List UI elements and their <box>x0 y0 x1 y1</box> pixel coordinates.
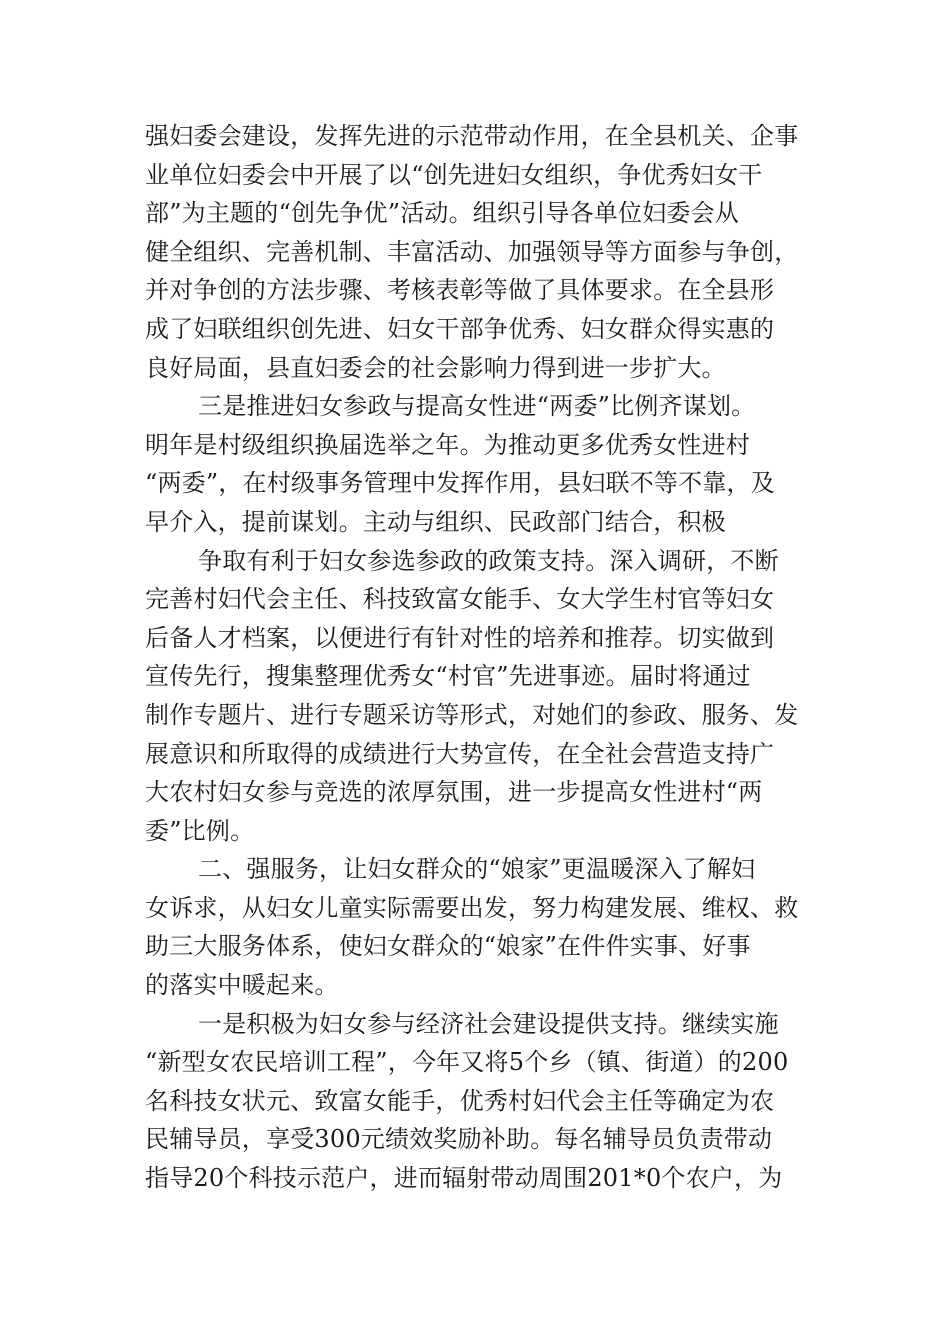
text-line: 成了妇联组织创先进、妇女干部争优秀、妇女群众得实惠的 <box>145 314 775 343</box>
text-line: 健全组织、完善机制、丰富活动、加强领导等方面参与争创， <box>145 237 799 266</box>
text-line: 业单位妇委会中开展了以“创先进妇女组织，争优秀妇女干 <box>145 160 763 189</box>
text-line: 展意识和所取得的成绩进行大势宣传，在全社会营造支持广 <box>145 739 775 768</box>
text-line: 强妇委会建设，发挥先进的示范带动作用，在全县机关、企事 <box>145 122 799 150</box>
text-line: 完善村妇代会主任、科技致富女能手、女大学生村官等妇女 <box>145 585 775 614</box>
text-line: 名科技女状元、致富女能手，优秀村妇代会主任等确定为农 <box>145 1086 775 1115</box>
text-line: 助三大服务体系，使妇女群众的“娘家”在件件实事、好事 <box>145 932 751 961</box>
document-body <box>145 117 810 1198</box>
text-line: 委”比例。 <box>145 816 255 845</box>
text-line: “两委”，在村级事务管理中发挥作用，县妇联不等不靠，及 <box>145 469 775 498</box>
text-line: 良好局面，县直妇委会的社会影响力得到进一步扩大。 <box>145 353 726 382</box>
paragraph-first-line: 二、强服务，让妇女群众的“娘家”更温暖深入了解妇 <box>198 855 756 884</box>
text-line: 后备人才档案，以便进行有针对性的培养和推荐。切实做到 <box>145 623 775 652</box>
text-line: 民辅导员，享受300元绩效奖励补助。每名辅导员负责带动 <box>145 1125 773 1154</box>
paragraph-first-line: 三是推进妇女参政与提高女性进“两委”比例齐谋划。 <box>198 392 756 421</box>
text-line: 明年是村级组织换届选举之年。为推动更多优秀女性进村 <box>145 430 750 459</box>
text-line: 早介入，提前谋划。主动与组织、民政部门结合，积极 <box>145 507 726 536</box>
paragraph-first-line: 一是积极为妇女参与经济社会建设提供支持。继续实施 <box>198 1009 779 1038</box>
text-line: 部”为主题的“创先争优”活动。组织引导各单位妇委会从 <box>145 199 740 228</box>
text-line: 指导20个科技示范户，进而辐射带动周围201*0个农户，为 <box>145 1164 783 1193</box>
text-line: 并对争创的方法步骤、考核表彰等做了具体要求。在全县形 <box>145 276 775 305</box>
text-line: 制作专题片、进行专题采访等形式，对她们的参政、服务、发 <box>145 700 799 729</box>
text-line: 的落实中暖起来。 <box>145 971 339 1000</box>
text-line: 大农村妇女参与竞选的浓厚氛围，进一步提高女性进村“两 <box>145 778 763 807</box>
text-line: “新型女农民培训工程”，今年又将5个乡（镇、街道）的200 <box>145 1048 789 1077</box>
text-line: 宣传先行，搜集整理优秀女“村官”先进事迹。届时将通过 <box>145 662 751 691</box>
text-line: 女诉求，从妇女儿童实际需要出发，努力构建发展、维权、救 <box>145 893 799 922</box>
paragraph-first-line: 争取有利于妇女参选参政的政策支持。深入调研，不断 <box>198 546 779 575</box>
